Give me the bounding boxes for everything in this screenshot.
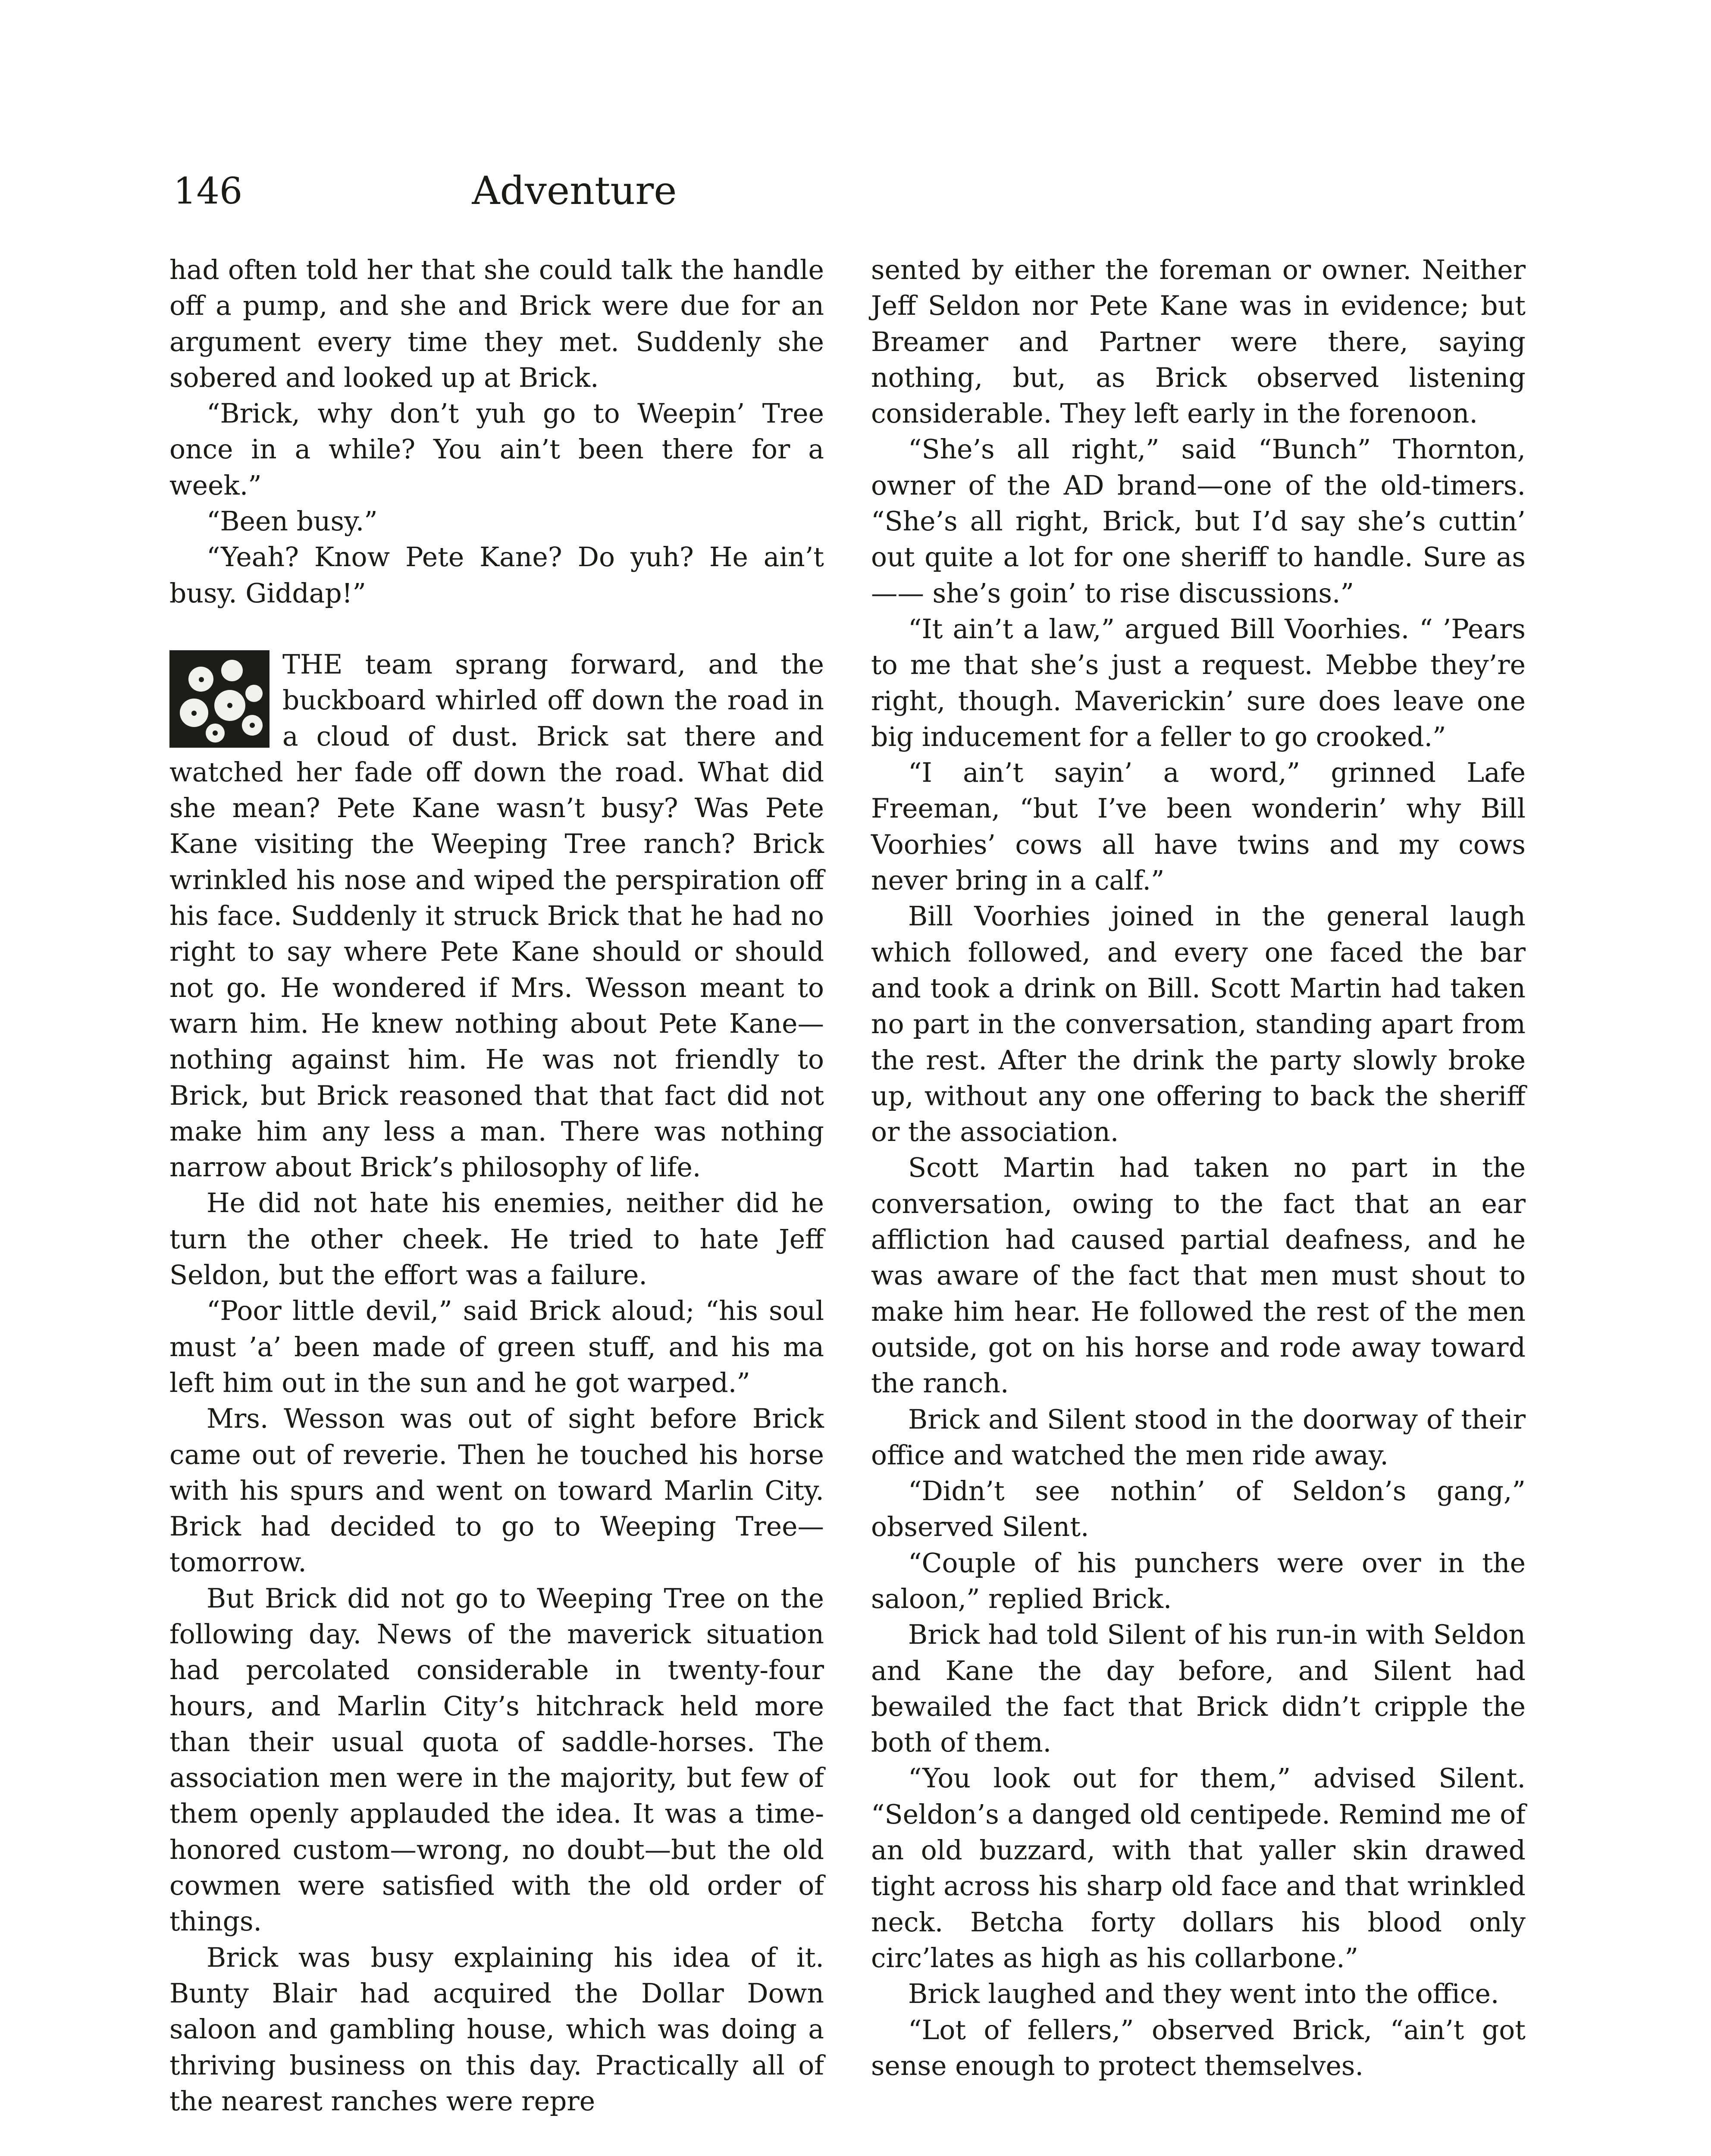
paragraph: Bill Voorhies joined in the general laugh which followed, and every one faced the bar and took a drink on Bill. Scott Martin had taken no part in the conversation, standing apart from the rest. After the drink the party slowly broke up, without any one offering to back the sheriff or the association. bbox=[871, 901, 1526, 1148]
right-column bbox=[871, 252, 1526, 2084]
paragraph: sented by either the foreman or owner. Neither Jeff Seldon nor Pete Kane was in evidence; but Breamer and Partner were there, saying nothing, but, as Brick observed listening considerable. They left early in the forenoon. bbox=[871, 254, 1526, 429]
paragraph: “You look out for them,” advised Silent. “Seldon’s a danged old centipede. Remind me of an old buzzard, with that yaller skin drawed tight across his sharp old face and that wrinkled neck. Betcha forty dollars his blood only circ’lates as high as his collarbone.” bbox=[871, 1763, 1526, 1974]
paragraph: “It ain’t a law,” argued Bill Voorhies. “ ’Pears to me that she’s just a request. Mebbe they’re right, though. Maverickin’ sure does leave one big inducement for a feller to go crooked.” bbox=[871, 613, 1526, 752]
paragraph: “Poor little devil,” said Brick aloud; “his soul must ’a’ been made of green stuff, and his ma left him out in the sun and he got warped.” bbox=[169, 1295, 824, 1398]
section-opening bbox=[169, 647, 824, 1185]
paragraph: “I ain’t sayin’ a word,” grinned Lafe Freeman, “but I’ve been wonderin’ why Bill Voorhies’ cows all have twins and my cows never bring in a calf.” bbox=[871, 757, 1526, 896]
paragraph: Scott Martin had taken no part in the conversation, owing to the fact that an ear affliction had caused partial deafness, and he was aware of the fact that men must shout to make him hear. He followed the rest of the men outside, got on his horse and rode away toward the ranch. bbox=[871, 1152, 1526, 1399]
paragraph: “Lot of fellers,” observed Brick, “ain’t got sense enough to protect themselves. bbox=[871, 2014, 1526, 2081]
running-title: Adventure bbox=[472, 168, 677, 213]
paragraph: Brick was busy explaining his idea of it. Bunty Blair had acquired the Dollar Down saloon and gambling house, which was doing a thriving business on this day. Practically all of the nearest ranches were repre bbox=[169, 1942, 824, 2117]
paragraph: THE team sprang forward, and the buckboard whirled off down the road in a cloud of dust. Brick sat there and watched her fade off down the road. What did she mean? Pete Kane wasn’t busy? Was Pete Kane visiting the Weeping Tree ranch? Brick wrinkled his nose and wiped the perspiration off his face. Suddenly it struck Brick that he had no right to say where Pete Kane should or should not go. He wondered if Mrs. Wesson meant to warn him. He knew nothing about Pete Kane—nothing against him. He was not friendly to Brick, but Brick reasoned that that fact did not make him any less a man. There was nothing narrow about Brick’s philosophy of life. bbox=[169, 649, 824, 1183]
page-header bbox=[173, 163, 958, 219]
paragraph: He did not hate his enemies, neither did he turn the other cheek. He tried to hate Jeff Seldon, but the effort was a failure. bbox=[169, 1188, 824, 1291]
page-number: 146 bbox=[173, 170, 243, 212]
paragraph: “Didn’t see nothin’ of Seldon’s gang,” observed Silent. bbox=[871, 1476, 1526, 1543]
paragraph: “Couple of his punchers were over in the saloon,” replied Brick. bbox=[871, 1547, 1526, 1614]
paragraph: Brick laughed and they went into the office. bbox=[908, 1978, 1499, 2010]
paragraph: But Brick did not go to Weeping Tree on the following day. News of the maverick situation had percolated considerable in twenty-four hours, and Marlin City’s hitchrack held more than their usual quota of saddle-horses. The association men were in the majority, but few of them openly applauded the idea. It was a time-honored custom—wrong, no doubt—but the old cowmen were satisfied with the old order of things. bbox=[169, 1583, 824, 1937]
paragraph: “Brick, why don’t yuh go to Weepin’ Tree once in a while? You ain’t been there for a week.” bbox=[169, 398, 824, 501]
left-column bbox=[169, 252, 824, 2119]
paragraph: “Been busy.” bbox=[207, 506, 378, 537]
paragraph: Brick had told Silent of his run-in with Seldon and Kane the day before, and Silent had bewailed the fact that Brick didn’t cripple the both of them. bbox=[871, 1619, 1526, 1758]
ornamental-initial-icon bbox=[169, 650, 269, 748]
paragraph: “Yeah? Know Pete Kane? Do yuh? He ain’t busy. Giddap!” bbox=[169, 542, 824, 609]
paragraph: Mrs. Wesson was out of sight before Brick came out of reverie. Then he touched his horse with his spurs and went on toward Marlin City. Brick had decided to go to Weeping Tree—tomorrow. bbox=[169, 1403, 824, 1578]
paragraph: Brick and Silent stood in the doorway of their office and watched the men ride away. bbox=[871, 1404, 1526, 1471]
paragraph: had often told her that she could talk the handle off a pump, and she and Brick were due for an argument every time they met. Suddenly she sobered and looked up at Brick. bbox=[169, 254, 824, 393]
paragraph: “She’s all right,” said “Bunch” Thornton, owner of the AD brand—one of the old-timers. “She’s all right, Brick, but I’d say she’s cuttin’ out quite a lot for one sheriff to handle. Sure as —— she’s goin’ to rise discussions.” bbox=[871, 434, 1526, 609]
